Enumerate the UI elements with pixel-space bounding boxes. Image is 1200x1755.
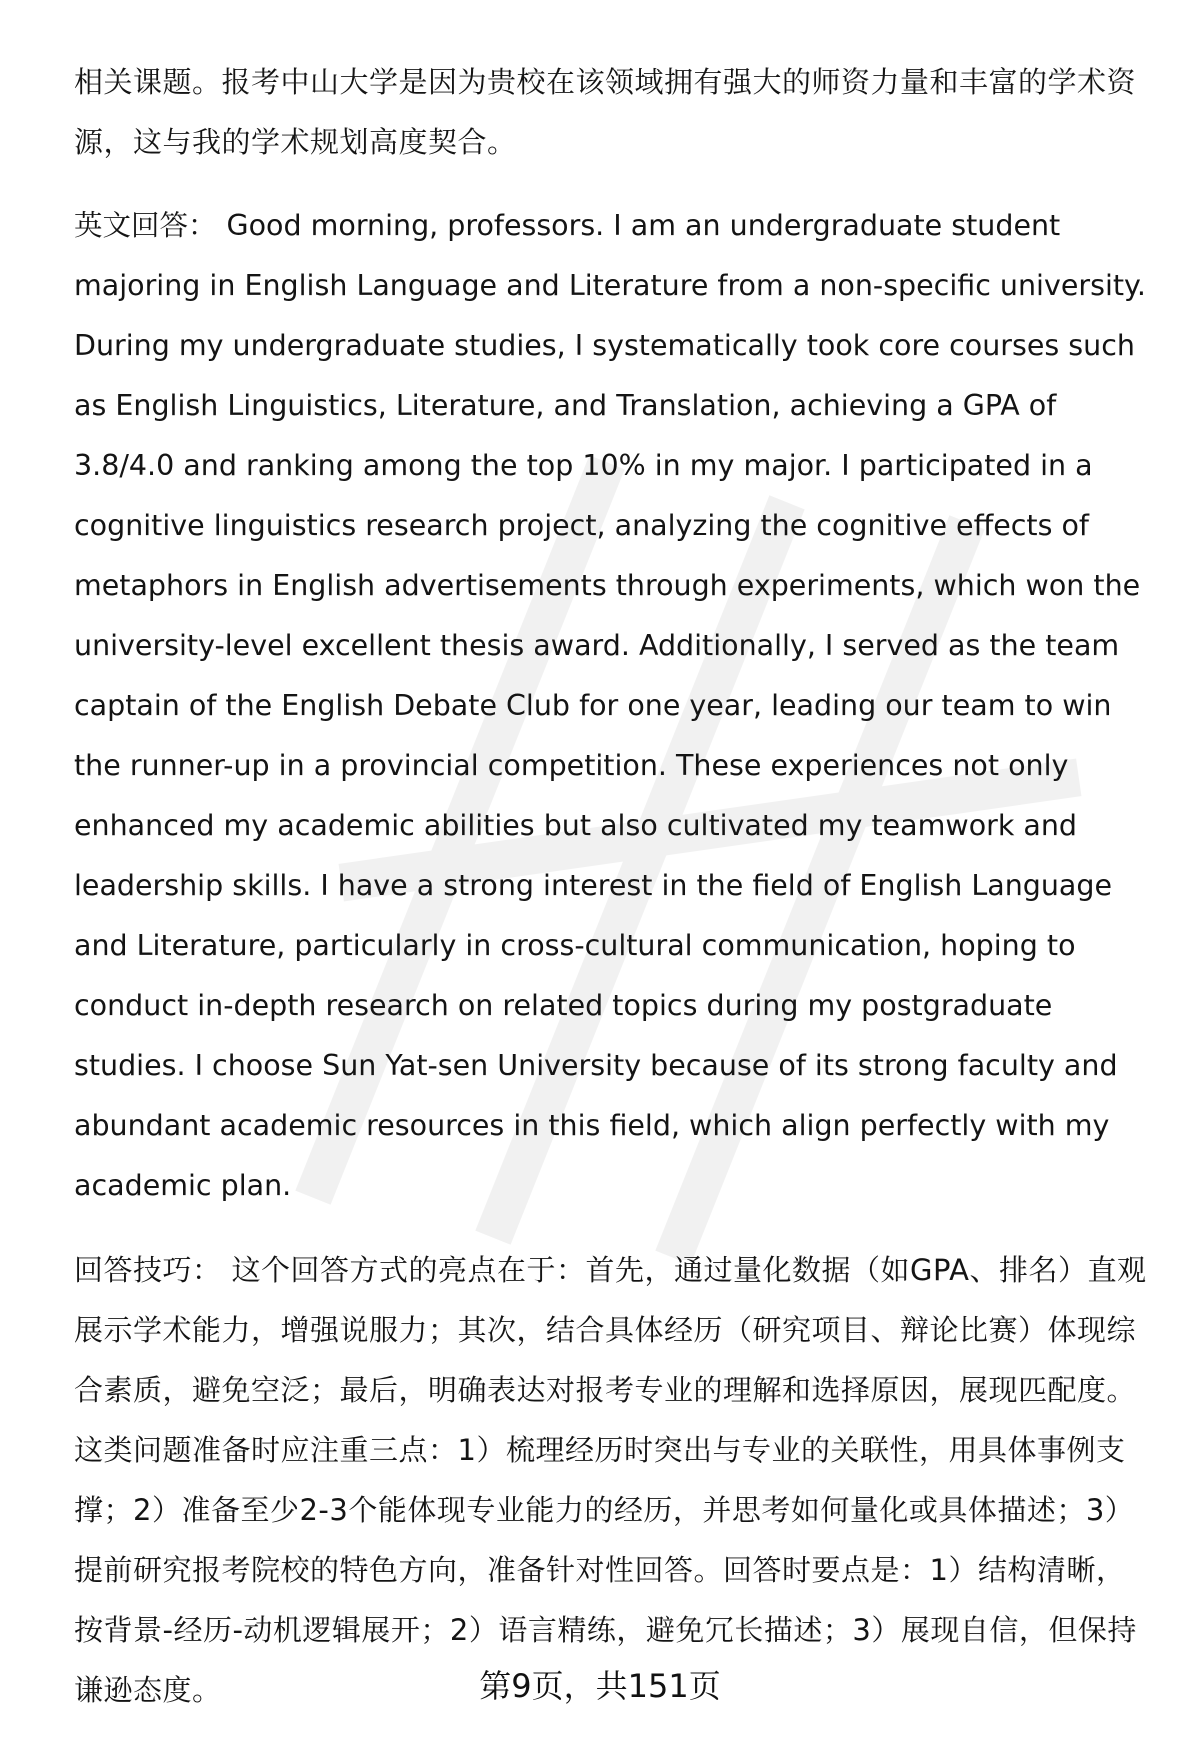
page-indicator: 第9页，共151页 bbox=[479, 1667, 721, 1705]
intro-paragraph-tail: 相关课题。报考中山大学是因为贵校在该领域拥有强大的师资力量和丰富的学术资源，这与我的学术规划高度契合。 bbox=[74, 65, 1137, 159]
answer-tips-paragraph bbox=[74, 1240, 1154, 1720]
english-answer-paragraph bbox=[74, 196, 1154, 1216]
english-answer-label: 英文回答： bbox=[74, 209, 217, 242]
document-body bbox=[74, 52, 1154, 1744]
answer-tips-text: 这个回答方式的亮点在于：首先，通过量化数据（如GPA、排名）直观展示学术能力，增强说服力；其次，结合具体经历（研究项目、辩论比赛）体现综合素质，避免空泛；最后，明确表达对报考专业的理解和选择原因，展现匹配度。这类问题准备时应注重三点：1）梳理经历时突出与专业的关联性，用具体事例支撑；2）准备至少2-3个能体现专业能力的经历，并思考如何量化或具体描述；3）提前研究报考院校的特色方向，准备针对性回答。回答时要点是：1）结构清晰，按背景-经历-动机逻辑展开；2）语言精练，避免冗长描述；3）展现自信，但保持谦逊态度。 bbox=[74, 1253, 1147, 1707]
english-answer-text: Good morning, professors. I am an undergraduate student majoring in English Language and Literature from a non-specific university. During my undergraduate studies, I systematically took core courses such as English Linguistics, Literature, and Translation, achieving a GPA of 3.8/4.0 and ranking among the top 10% in my major. I participated in a cognitive linguistics research project, analyzing the cognitive effects of metaphors in English advertisements through experiments, which won the university-level excellent thesis award. Additionally, I served as the team captain of the English Debate Club for one year, leading our team to win the runner-up in a provincial competition. These experiences not only enhanced my academic abilities but also cultivated my teamwork and leadership skills. I have a strong interest in the field of English Language and Literature, particularly in cross-cultural communication, hoping to conduct in-depth research on related topics during my postgraduate studies. I choose Sun Yat-sen University because of its strong faculty and abundant academic resources in this field, which align perfectly with my academic plan. bbox=[74, 209, 1146, 1202]
answer-tips-label: 回答技巧： bbox=[74, 1253, 222, 1287]
